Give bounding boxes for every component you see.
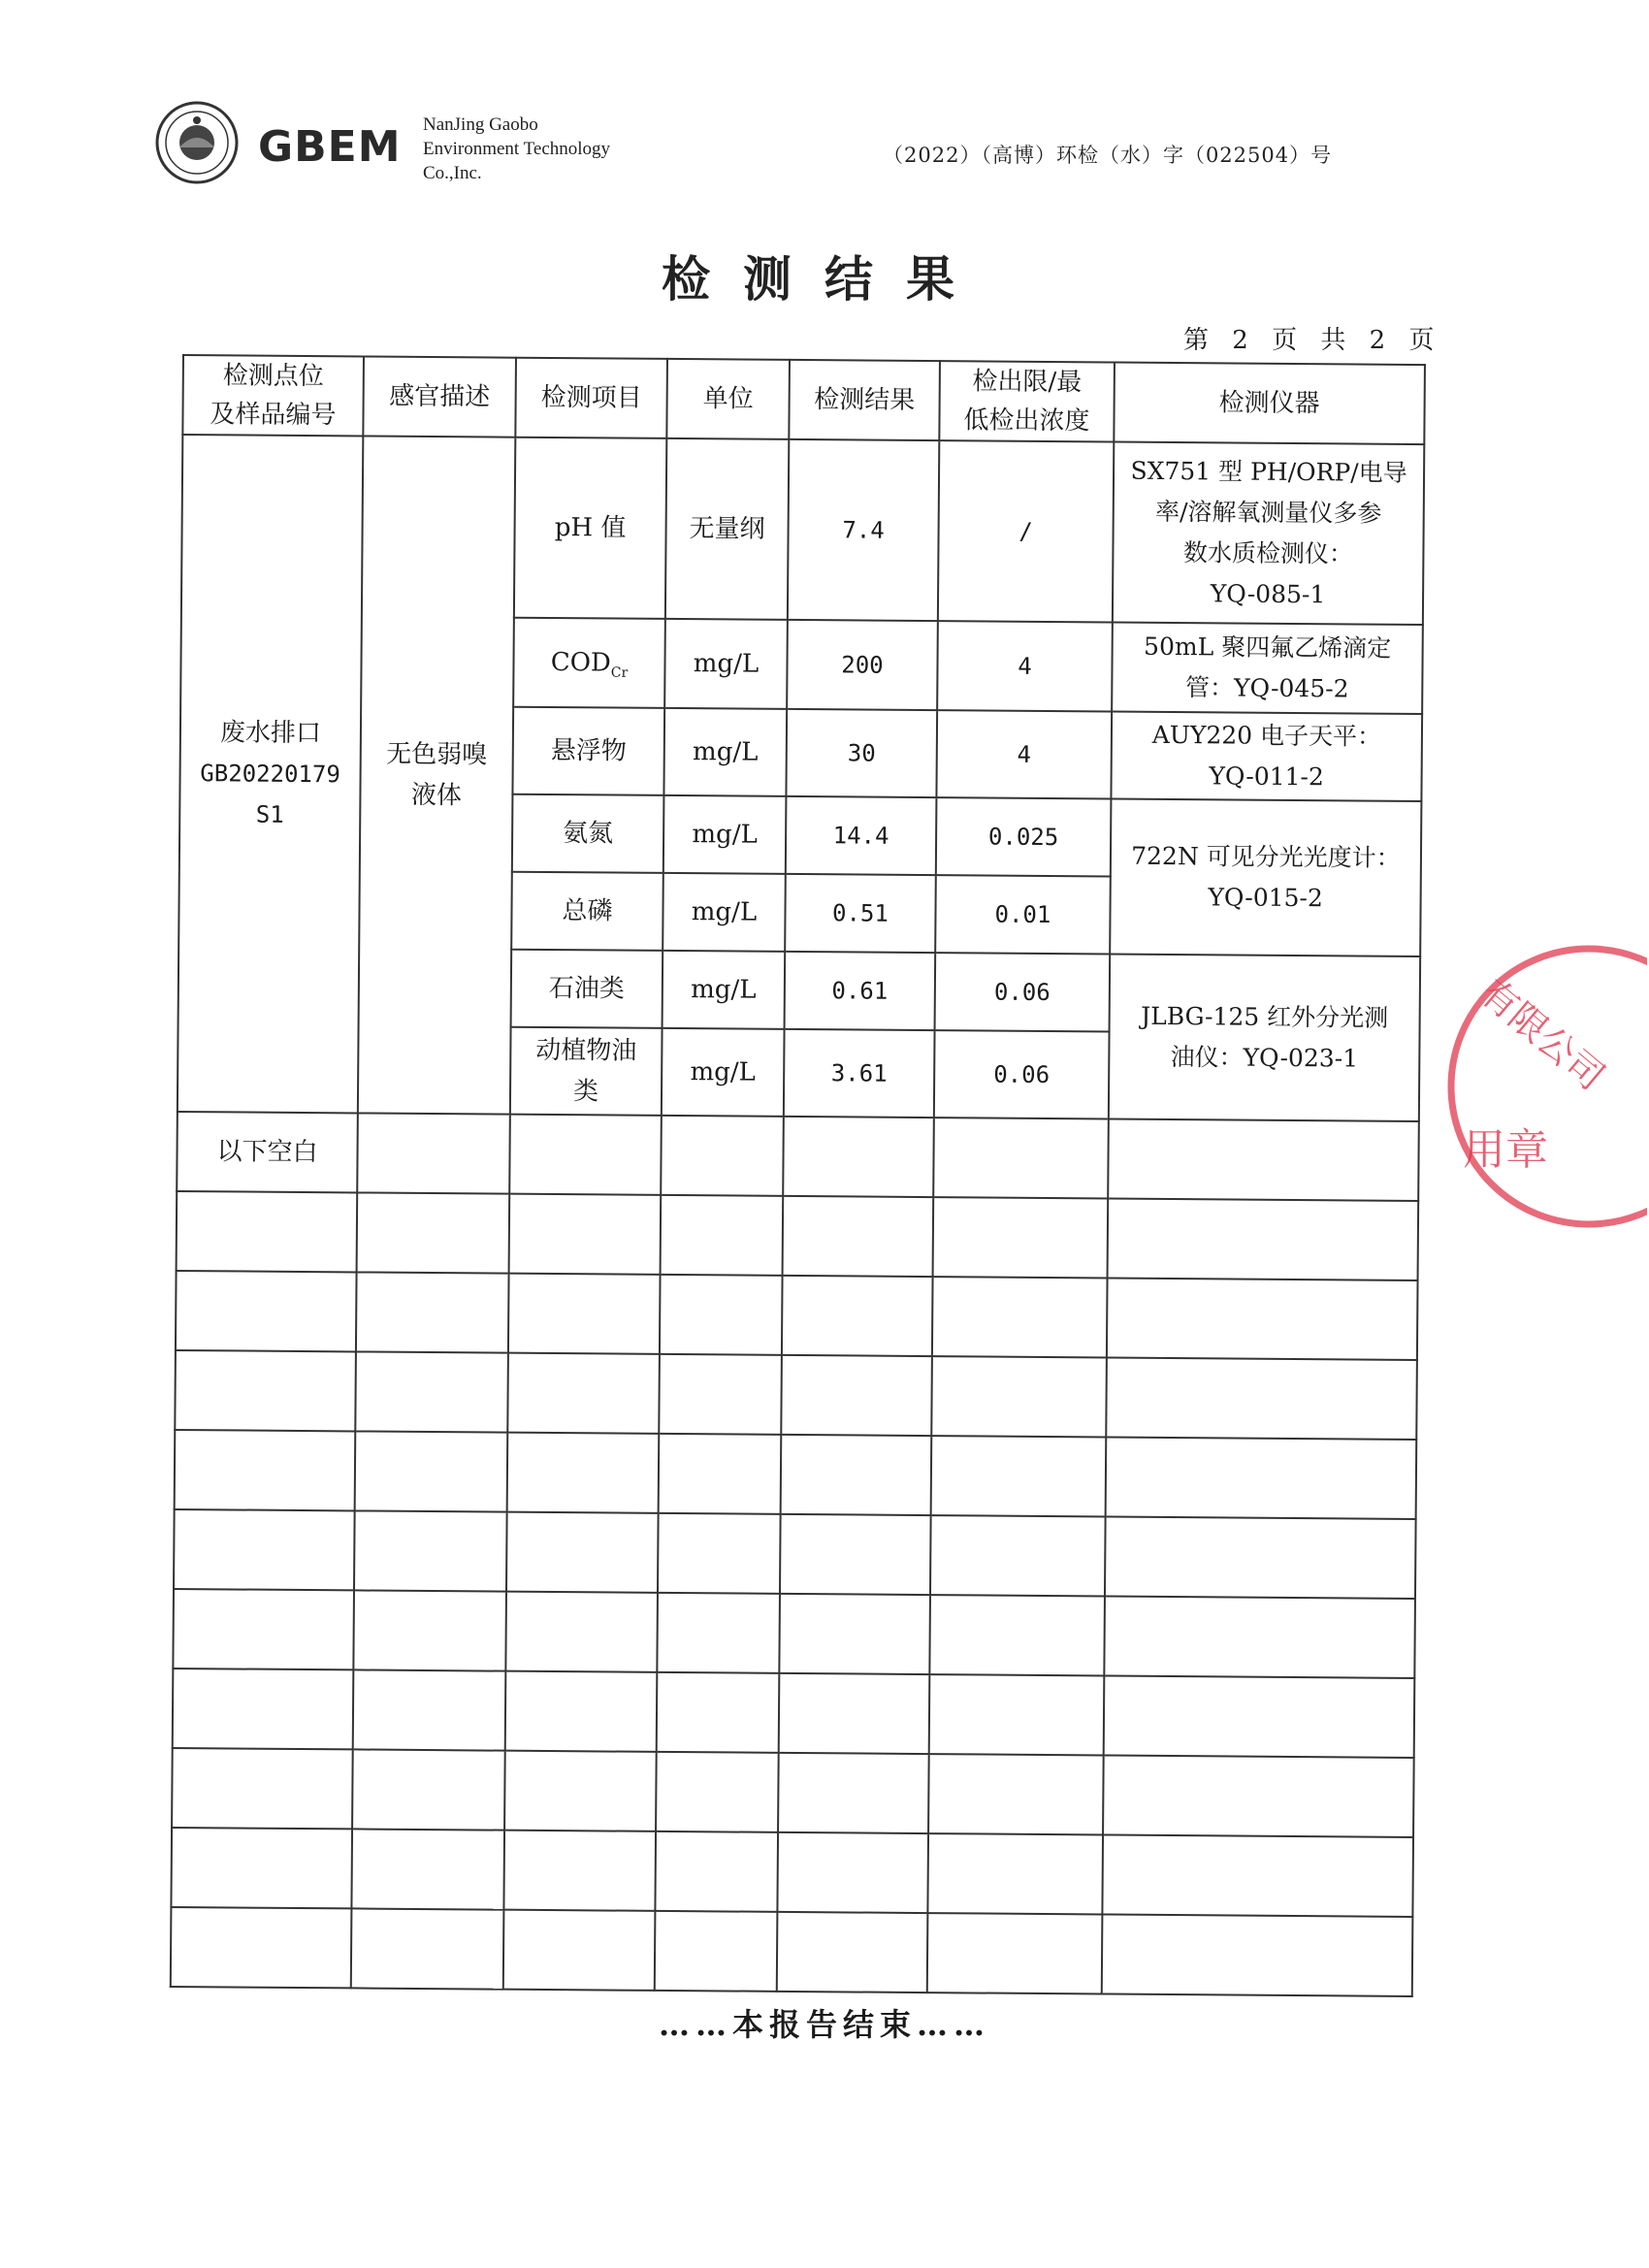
company-logo-text: GBEM [258, 122, 402, 172]
page-title: 检测结果 [662, 250, 987, 308]
report-number: （2022）（高博）环检（水）字（022504）号 [883, 144, 1333, 167]
empty-row [173, 1669, 1415, 1758]
official-red-stamp [1405, 941, 1647, 1251]
table-header-row [182, 355, 1425, 444]
results-table [170, 354, 1426, 1997]
instrument-cell: 722N 可见分光光度计： YQ-015-2 [1110, 799, 1421, 957]
result-cell: 14.4 [786, 796, 937, 875]
result-cell: 200 [787, 620, 938, 710]
limit-cell: 4 [937, 621, 1113, 711]
unit-cell: mg/L [663, 795, 787, 874]
item-cell: 总磷 [511, 872, 663, 951]
svg-text:用章: 用章 [1463, 1125, 1548, 1175]
header-result: 检测结果 [789, 360, 940, 440]
unit-cell: mg/L [663, 708, 787, 796]
result-cell: 30 [786, 709, 937, 797]
unit-cell: mg/L [663, 873, 786, 952]
result-cell: 0.51 [785, 874, 936, 953]
header-point: 检测点位 及样品编号 [182, 355, 364, 436]
empty-row [176, 1271, 1418, 1360]
item-cell: 石油类 [511, 950, 663, 1028]
limit-cell: 4 [936, 710, 1112, 798]
page-indicator: 第 2 页 共 2 页 [1183, 326, 1442, 355]
blank-note-cell: 以下空白 [177, 1112, 358, 1192]
unit-cell: mg/L [663, 951, 786, 1029]
item-cell: 悬浮物 [512, 707, 664, 795]
empty-row [175, 1350, 1417, 1440]
blank-note-row [177, 1112, 1419, 1201]
result-cell: 3.61 [784, 1029, 935, 1118]
empty-row [173, 1589, 1415, 1678]
empty-row [171, 1907, 1413, 1996]
limit-cell: 0.01 [935, 875, 1111, 954]
item-cell: pH 值 [514, 437, 666, 619]
empty-row [175, 1430, 1417, 1519]
results-table-wrapper [170, 354, 1424, 1997]
header-sensory: 感官描述 [363, 356, 516, 437]
unit-cell: 无量纲 [665, 438, 789, 620]
item-cell: 氨氮 [512, 794, 664, 873]
empty-row [171, 1828, 1413, 1917]
limit-cell: / [938, 440, 1114, 622]
empty-row [177, 1191, 1419, 1280]
svg-text:有限公司: 有限公司 [1471, 970, 1613, 1099]
sample-point-cell: 废水排口 GB20220179 S1 [178, 435, 363, 1113]
company-seal-logo [155, 101, 239, 184]
header-item: 检测项目 [515, 358, 667, 438]
limit-cell: 0.025 [936, 797, 1112, 876]
result-cell: 7.4 [788, 439, 939, 621]
header-unit: 单位 [666, 359, 790, 439]
instrument-cell: SX751 型 PH/ORP/电导 率/溶解氧测量仪多参 数水质检测仪： YQ-085-1 [1113, 442, 1424, 626]
empty-row [174, 1509, 1416, 1599]
header-limit: 检出限/最 低检出浓度 [939, 361, 1115, 441]
empty-row [172, 1748, 1414, 1837]
item-cell: 动植物油 类 [510, 1027, 663, 1116]
instrument-cell: AUY220 电子天平： YQ-011-2 [1111, 712, 1422, 802]
limit-cell: 0.06 [934, 1030, 1110, 1118]
limit-cell: 0.06 [935, 953, 1111, 1031]
unit-cell: mg/L [662, 1028, 785, 1117]
report-header [155, 101, 1416, 198]
table-row [181, 435, 1424, 625]
item-cell: $COD_{Cr}$ [513, 618, 665, 708]
company-name: NanJing Gaobo Environment Technology Co.,Inc. [423, 114, 611, 183]
header-instrument: 检测仪器 [1114, 363, 1425, 445]
instrument-cell: 50mL 聚四氟乙烯滴定 管：YQ-045-2 [1112, 623, 1423, 715]
report-end-note: ……本报告结束…… [658, 2006, 990, 2043]
sensory-cell: 无色弱嗅 液体 [358, 436, 515, 1114]
unit-cell: mg/L [664, 619, 788, 709]
result-cell: 0.61 [785, 952, 936, 1030]
instrument-cell: JLBG-125 红外分光测 油仪：YQ-023-1 [1109, 955, 1420, 1122]
